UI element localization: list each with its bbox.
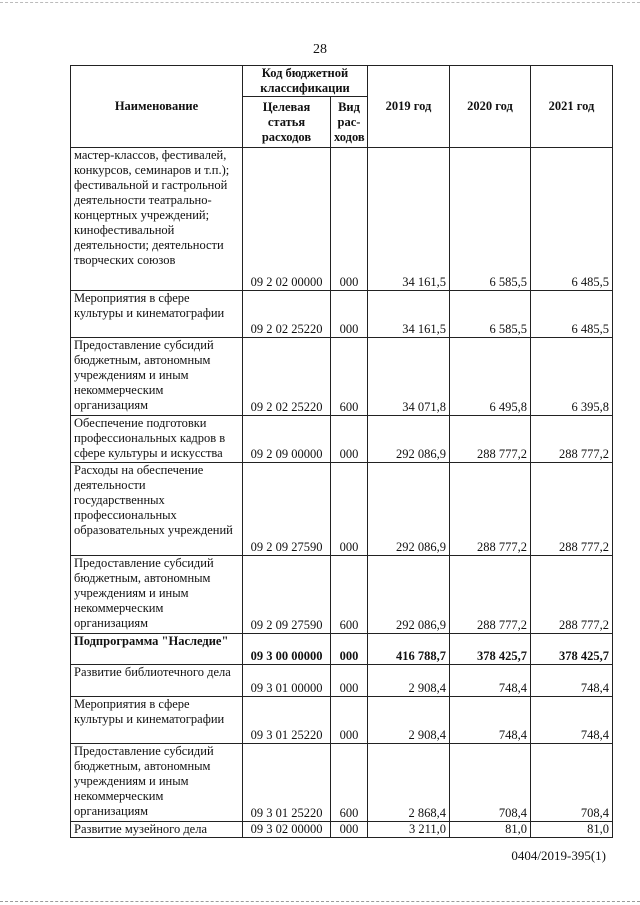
row-vid: 000 [331, 634, 368, 665]
table-row [71, 556, 613, 634]
row-vid: 000 [331, 291, 368, 338]
row-2019: 292 086,9 [368, 556, 450, 634]
row-name: мастер-классов, фестивалей, конкурсов, семинаров и т.п.); фестивальной и гастрольной деятельности театрально-концертных учреждений; кинофестивальной деятельности; деятельности творческих союзов [71, 148, 243, 291]
row-name: Предоставление субсидий бюджетным, автономным учреждениям и иным некоммерческим организациям [71, 338, 243, 416]
row-code: 09 2 02 00000 [243, 148, 331, 291]
row-2021: 288 777,2 [531, 556, 613, 634]
row-2020: 6 585,5 [450, 148, 531, 291]
header-expense-type: Вид рас-ходов [331, 97, 368, 148]
row-2019: 292 086,9 [368, 463, 450, 556]
row-2019: 3 211,0 [368, 822, 450, 838]
table-row [71, 416, 613, 463]
table-row [71, 665, 613, 697]
row-name: Мероприятия в сфере культуры и кинематографии [71, 291, 243, 338]
header-kbk-group: Код бюджетной классификации [243, 66, 368, 97]
row-2019: 34 071,8 [368, 338, 450, 416]
row-2020: 288 777,2 [450, 556, 531, 634]
table-row-subprogram [71, 634, 613, 665]
row-2020: 6 495,8 [450, 338, 531, 416]
row-name: Предоставление субсидий бюджетным, автономным учреждениям и иным некоммерческим организациям [71, 556, 243, 634]
row-2020: 378 425,7 [450, 634, 531, 665]
row-name: Мероприятия в сфере культуры и кинематографии [71, 697, 243, 744]
header-2019: 2019 год [368, 66, 450, 148]
document-id: 0404/2019-395(1) [511, 848, 606, 863]
table-row [71, 291, 613, 338]
row-vid: 000 [331, 697, 368, 744]
row-2020: 748,4 [450, 697, 531, 744]
row-vid: 000 [331, 148, 368, 291]
page-number: 28 [313, 42, 327, 57]
row-2019: 34 161,5 [368, 291, 450, 338]
table-row [71, 463, 613, 556]
row-2021: 6 395,8 [531, 338, 613, 416]
row-2021: 6 485,5 [531, 148, 613, 291]
header-2021: 2021 год [531, 66, 613, 148]
row-vid: 600 [331, 744, 368, 822]
header-target-article: Целевая статья расходов [243, 97, 331, 148]
table-row [71, 338, 613, 416]
table-row [71, 148, 613, 291]
row-2021: 708,4 [531, 744, 613, 822]
row-code: 09 3 02 00000 [243, 822, 331, 838]
row-code: 09 3 01 00000 [243, 665, 331, 697]
row-2021: 288 777,2 [531, 416, 613, 463]
row-2019: 416 788,7 [368, 634, 450, 665]
row-2020: 288 777,2 [450, 416, 531, 463]
row-code: 09 3 01 25220 [243, 744, 331, 822]
row-2021: 378 425,7 [531, 634, 613, 665]
row-2020: 288 777,2 [450, 463, 531, 556]
row-name: Расходы на обеспечение деятельности государственных профессиональных образовательных учреждений [71, 463, 243, 556]
row-name: Предоставление субсидий бюджетным, автономным учреждениям и иным некоммерческим организациям [71, 744, 243, 822]
row-2021: 748,4 [531, 665, 613, 697]
row-2020: 708,4 [450, 744, 531, 822]
row-2021: 288 777,2 [531, 463, 613, 556]
row-code: 09 3 01 25220 [243, 697, 331, 744]
row-2019: 2 868,4 [368, 744, 450, 822]
table-row [71, 822, 613, 838]
row-2020: 748,4 [450, 665, 531, 697]
row-2020: 6 585,5 [450, 291, 531, 338]
row-2019: 292 086,9 [368, 416, 450, 463]
row-vid: 000 [331, 665, 368, 697]
row-2021: 81,0 [531, 822, 613, 838]
row-name: Развитие библиотечного дела [71, 665, 243, 697]
row-code: 09 2 02 25220 [243, 338, 331, 416]
budget-table [70, 65, 613, 838]
row-code: 09 3 00 00000 [243, 634, 331, 665]
row-name: Подпрограмма "Наследие" [71, 634, 243, 665]
row-vid: 000 [331, 463, 368, 556]
table-row [71, 697, 613, 744]
row-2021: 6 485,5 [531, 291, 613, 338]
scan-edge-bottom [0, 901, 640, 902]
header-name: Наименование [71, 66, 243, 148]
row-name: Развитие музейного дела [71, 822, 243, 838]
row-code: 09 2 09 27590 [243, 463, 331, 556]
row-2019: 2 908,4 [368, 665, 450, 697]
row-vid: 600 [331, 556, 368, 634]
row-2021: 748,4 [531, 697, 613, 744]
row-vid: 600 [331, 338, 368, 416]
row-2019: 34 161,5 [368, 148, 450, 291]
scan-edge-top [0, 2, 640, 3]
row-2020: 81,0 [450, 822, 531, 838]
header-2020: 2020 год [450, 66, 531, 148]
table-row [71, 744, 613, 822]
row-code: 09 2 02 25220 [243, 291, 331, 338]
row-vid: 000 [331, 822, 368, 838]
row-vid: 000 [331, 416, 368, 463]
row-name: Обеспечение подготовки профессиональных кадров в сфере культуры и искусства [71, 416, 243, 463]
row-2019: 2 908,4 [368, 697, 450, 744]
row-code: 09 2 09 00000 [243, 416, 331, 463]
row-code: 09 2 09 27590 [243, 556, 331, 634]
